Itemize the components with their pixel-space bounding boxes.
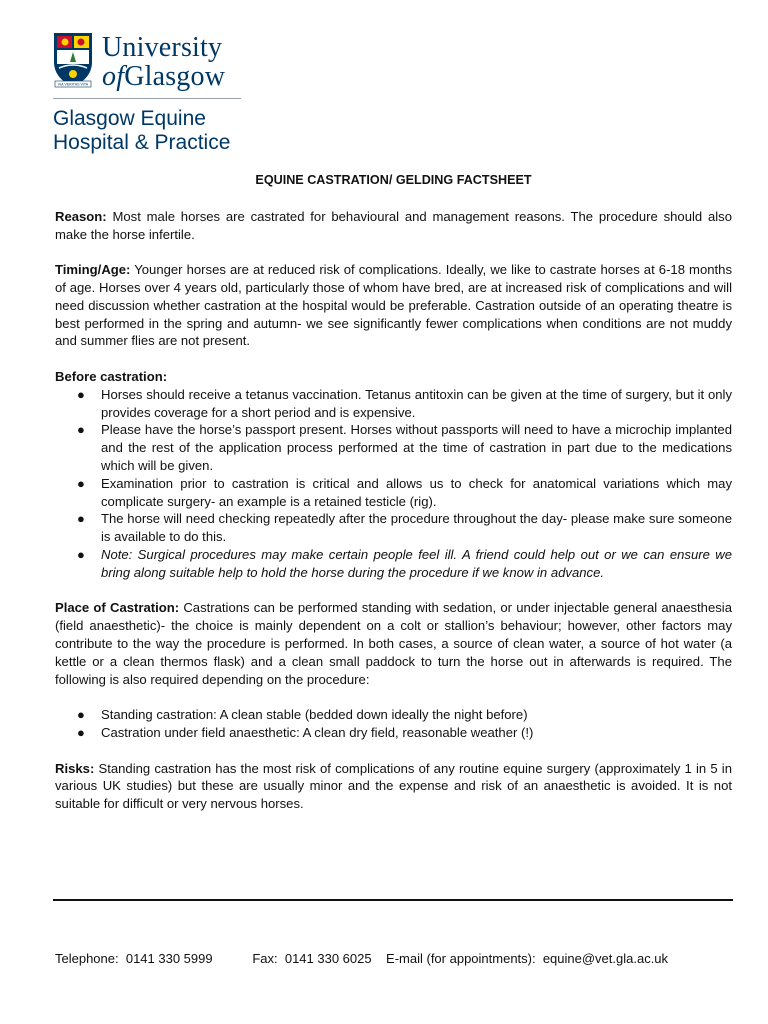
list-item: ● Horses should receive a tetanus vaccination. Tetanus antitoxin can be given at the time of surgery, but it only provides coverage for a short period and is expensive. xyxy=(77,386,732,420)
risks-paragraph xyxy=(55,760,732,813)
logo-divider xyxy=(53,98,241,99)
hospital-name xyxy=(53,107,230,155)
list-item: ● Standing castration: A clean stable (bedded down ideally the night before) xyxy=(77,707,528,723)
hospital-name-line1: Glasgow Equine xyxy=(53,107,206,130)
university-name-line2: ofGlasgow xyxy=(102,61,226,92)
university-crest-icon xyxy=(53,32,93,88)
risks-text: Standing castration has the most risk of complications of any routine equine surgery (approximately 1 in 5 in various UK studies) but these are usually minor and the expense and risk of an anaesthetic is avoided. It is not suitable for difficult or very nervous horses. xyxy=(55,760,732,812)
document-body xyxy=(55,172,732,813)
crest-motto: VIA VERITAS VITA xyxy=(57,82,89,87)
bullet-icon: ● xyxy=(77,511,85,527)
bullet-icon: ● xyxy=(77,386,85,402)
place-text: Castrations can be performed standing with sedation, or under injectable general anaesthesia (field anaesthetic)- the choice is mainly dependent on a colt or stallion’s behaviour; however, other factors may contribute to the way the procedure is performed. In both cases, a source of clean water, a source of hot water (a kettle or a clean thermos flask) and a clean small paddock to turn the horse out in afterwards is required. The following is also required depending on the procedure: xyxy=(55,600,732,687)
timing-text: Younger horses are at reduced risk of complications. Ideally, we like to castrate horses at 6-18 months of age. Horses over 4 years old, particularly those of whom have bred, are at increased risk of complications and will need discussion whether castration at the hospital would be preferable. Castration outside of an operating theatre is best performed in the spring and autumn- we see significantly fewer complications when conditions are not muddy and summer flies are not present. xyxy=(55,262,732,349)
hospital-name-line2: Hospital & Practice xyxy=(53,131,231,154)
reason-label: Reason: xyxy=(55,208,107,224)
bullet-icon: ● xyxy=(77,422,85,438)
footer-email: E-mail (for appointments): equine@vet.gla.ac.uk xyxy=(386,951,669,966)
list-item: ● The horse will need checking repeatedly after the procedure throughout the day- please make sure someone is available to do this. xyxy=(77,511,732,545)
timing-label: Timing/Age: xyxy=(55,262,131,278)
timing-paragraph xyxy=(55,261,732,350)
list-item: ● Please have the horse’s passport present. Horses without passports will need to have a microchip implanted and the rest of the application process performed at the time of castration in part due to the medications which will be given. xyxy=(77,422,732,473)
list-item-note: ● Note: Surgical procedures may make certain people feel ill. A friend could help out or we can ensure we bring along suitable help to hold the horse during the procedure if we know in advance. xyxy=(77,546,732,580)
before-castration-heading: Before castration: xyxy=(55,368,168,384)
list-item: ● Examination prior to castration is critical and allows us to check for anatomical variations which may complicate surgery- an example is a retained testicle (rig). xyxy=(77,475,732,509)
risks-label: Risks: xyxy=(55,760,95,776)
university-name-line1: University xyxy=(102,32,223,63)
university-name xyxy=(102,33,225,91)
bullet-icon: ● xyxy=(77,707,85,723)
list-item: ● Castration under field anaesthetic: A clean dry field, reasonable weather (!) xyxy=(77,724,534,740)
document-title: EQUINE CASTRATION/ GELDING FACTSHEET xyxy=(255,173,532,187)
contact-footer xyxy=(55,951,668,966)
bullet-icon: ● xyxy=(77,546,85,562)
reason-paragraph xyxy=(55,208,732,244)
before-castration-list xyxy=(55,386,732,582)
bullet-icon: ● xyxy=(77,724,85,740)
footer-divider xyxy=(53,899,733,901)
place-paragraph xyxy=(55,599,732,688)
place-requirements-list xyxy=(55,706,732,742)
footer-telephone: Telephone: 0141 330 5999 xyxy=(55,951,213,966)
bullet-icon: ● xyxy=(77,475,85,491)
reason-text: Most male horses are castrated for behavioural and management reasons. The procedure should also make the horse infertile. xyxy=(55,208,732,242)
place-label: Place of Castration: xyxy=(55,600,180,616)
footer-fax: Fax: 0141 330 6025 xyxy=(252,951,372,966)
